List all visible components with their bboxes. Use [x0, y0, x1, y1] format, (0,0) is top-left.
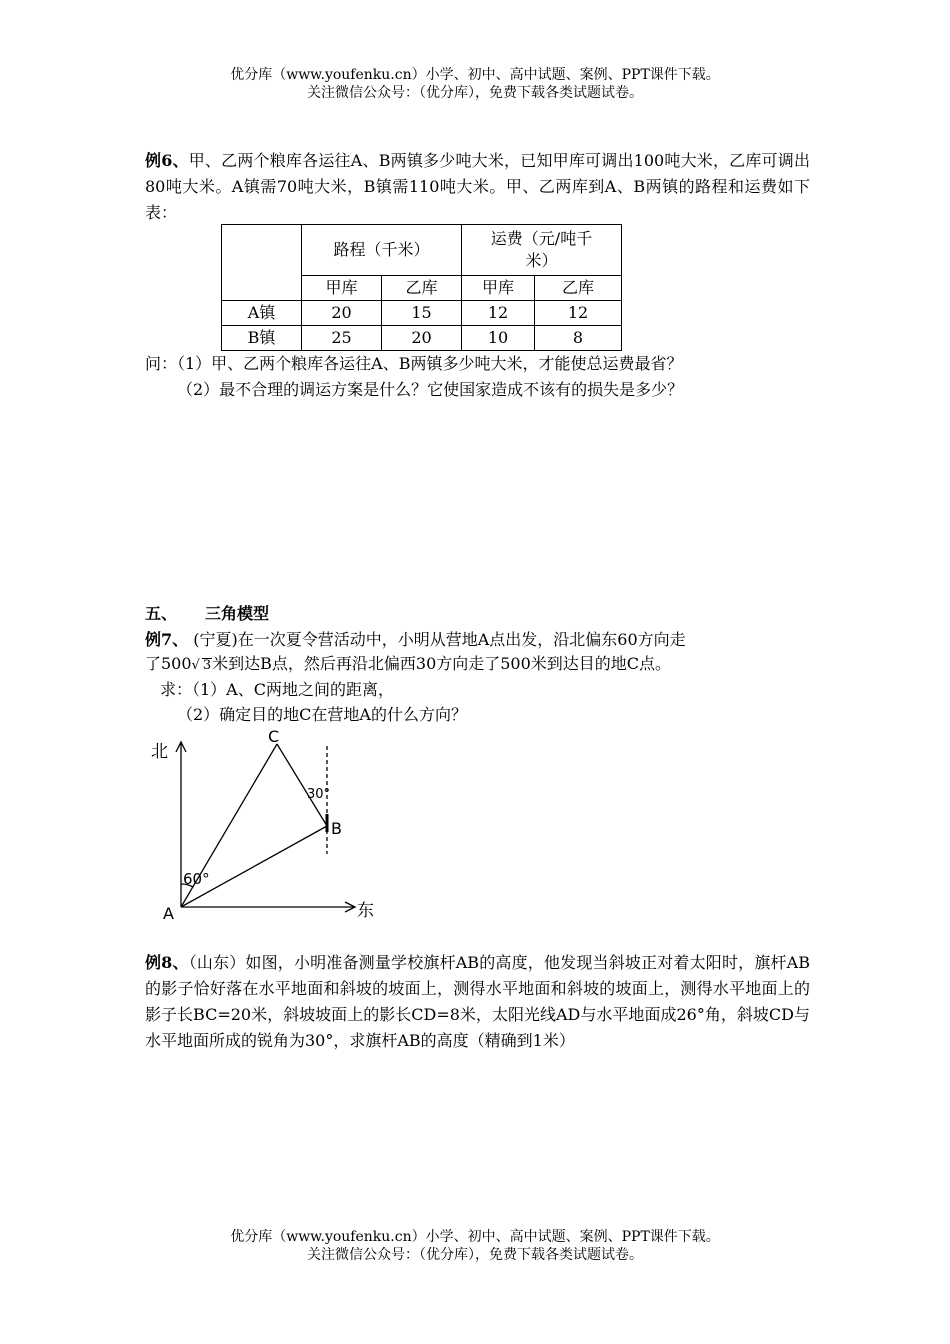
example-7-label: 例7、: [145, 630, 189, 649]
col-fee-jia: 甲库: [462, 276, 535, 301]
col-distance-jia: 甲库: [302, 276, 382, 301]
col-distance-yi: 乙库: [382, 276, 462, 301]
fee-header-line-2: 米）: [525, 251, 558, 270]
example-7-figure: [145, 724, 395, 924]
cell: 25: [302, 326, 382, 351]
header-line-2: 关注微信公众号：（优分库），免费下载各类试题试卷。: [307, 85, 643, 101]
header-line-1: 优分库（www.youfenku.cn）小学、初中、高中试题、案例、PPT课件下载。: [230, 67, 720, 83]
page-footer: [0, 1228, 950, 1264]
example-7-line-2-post: 米到达B点，然后再沿北偏西30方向走了500米到达目的地C点。: [212, 654, 672, 673]
sqrt-value: 3: [202, 658, 212, 673]
cell: 10: [462, 326, 535, 351]
table-corner-cell: [222, 225, 302, 301]
row-name: A镇: [222, 301, 302, 326]
cell: 12: [535, 301, 622, 326]
cell: 20: [382, 326, 462, 351]
point-c-label: C: [268, 727, 280, 746]
point-a-label: A: [163, 904, 174, 923]
example-6-question-2: （2）最不合理的调运方案是什么？它使国家造成不该有的损失是多少？: [177, 380, 684, 399]
example-8-text: [145, 950, 810, 1054]
example-7-question-1: 求：（1）A、C两地之间的距离，: [160, 680, 394, 699]
example-7-line-2-pre: 了500: [145, 654, 192, 673]
cell: 12: [462, 301, 535, 326]
cell: 15: [382, 301, 462, 326]
example-7-line-2: [145, 652, 671, 678]
segment-CB: [277, 744, 327, 826]
example-7-line-1-text: (宁夏)在一次夏令营活动中，小明从营地A点出发，沿北偏东60方向走: [193, 630, 686, 649]
fee-header: [462, 225, 622, 276]
table-row: [222, 326, 622, 351]
distance-fee-table: [221, 224, 622, 351]
example-6-body: 甲、乙两个粮库各运往A、B两镇多少吨大米，已知甲库可调出100吨大米，乙库可调出80吨大米。A镇需70吨大米，B镇需110吨大米。甲、乙两库到A、B两镇的路程和运费如下表：: [145, 151, 810, 222]
example-7-question-2: （2）确定目的地C在营地A的什么方向？: [177, 705, 467, 724]
col-fee-yi: 乙库: [535, 276, 622, 301]
page-header: [0, 66, 950, 102]
point-b-label: B: [331, 819, 342, 838]
row-name: B镇: [222, 326, 302, 351]
footer-line-1: 优分库（www.youfenku.cn）小学、初中、高中试题、案例、PPT课件下载。: [230, 1229, 720, 1245]
section-title: 三角模型: [205, 604, 270, 623]
angle-30-label: 30°: [307, 787, 331, 802]
section-number: 五、: [145, 604, 178, 623]
example-7-line-1: [145, 628, 686, 652]
east-label: 东: [357, 901, 374, 921]
sqrt-symbol: √: [191, 658, 200, 673]
example-6-label: 例6、: [145, 151, 189, 170]
cell: 20: [302, 301, 382, 326]
table-row: [222, 301, 622, 326]
example-6-text: [145, 148, 810, 226]
north-label: 北: [151, 742, 168, 762]
example-8-label: 例8、: [145, 953, 189, 972]
angle-60-label: 60°: [183, 870, 210, 888]
section-5-heading: [145, 602, 269, 626]
example-8-body: （山东）如图，小明准备测量学校旗杆AB的高度，他发现当斜坡正对着太阳时，旗杆AB的影子恰好落在水平地面和斜坡的坡面上，测得水平地面和斜坡的坡面上，测得水平地面上的影子长BC=20米，斜坡坡面上的影长CD=8米，太阳光线AD与水平地面成26°角，斜坡CD与水平地面所成的锐角为30°，求旗杆AB的高度（精确到1米）: [145, 953, 810, 1050]
footer-line-2: 关注微信公众号：（优分库），免费下载各类试题试卷。: [307, 1247, 643, 1263]
distance-header: 路程（千米）: [302, 225, 462, 276]
cell: 8: [535, 326, 622, 351]
fee-header-line-1: 运费（元/吨千: [490, 229, 593, 248]
example-6-question-1: 问：（1）甲、乙两个粮库各运往A、B两镇多少吨大米，才能使总运费最省？: [145, 354, 683, 373]
segment-AB: [181, 826, 327, 907]
